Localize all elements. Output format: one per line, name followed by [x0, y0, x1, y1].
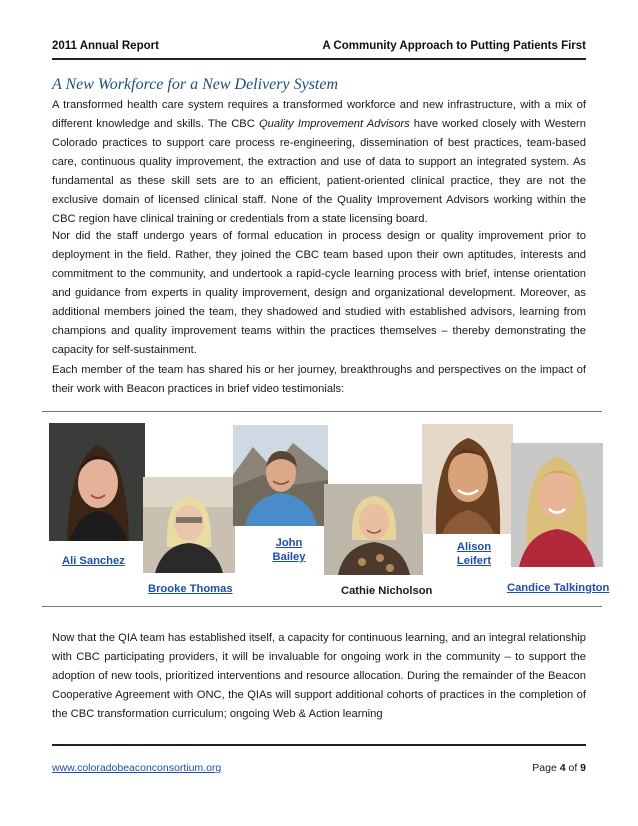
photo-brooke-thomas[interactable] — [143, 477, 235, 573]
paragraph-1-emphasis: Quality Improvement Advisors — [258, 118, 410, 130]
team-member-link[interactable]: Ali Sanchez — [62, 555, 125, 567]
page-current: 4 — [559, 762, 566, 774]
paragraph-2: Nor did the staff undergo years of formal education in process design or quality improvement prior to deployment in the field. Rather, they joined the CBC team based upon their own aptitudes, interests and commitment to the community, and undertook a rapid-cycle learning process with brief, intense orientation and guidance from experts in quality improvement, design and organizational development. Moreover, as additional members joined the team, they shadowed and studied with established advisors, learning from champions and quality improvement teams within the practices themselves – thereby demonstrating the capacity for self-sustainment. — [52, 230, 586, 356]
paragraph-1-text-b: have worked closely with Western Colorado practices to support care process re-engineering, dissemination of best practices, team-based care, continuous quality improvement, the extraction and use of data to support an integrated system. As fundamental as these skill sets are to an efficient, patient-oriented clinical practice, they are not the exclusive domain of licensed clinical staff. None of the Quality Improvement Advisors working within the CBC region have clinical training or credentials from a state licensing board. — [52, 118, 586, 225]
paragraph-1-text-a: A transformed health care system requires a transformed workforce and new infrastructure, with a mix of different knowledge and skills. The CBC — [52, 99, 586, 130]
paragraph-1 — [52, 96, 586, 229]
footer-divider — [52, 744, 586, 746]
page-footer — [52, 762, 586, 776]
page-total: 9 — [580, 762, 586, 774]
team-member-link[interactable]: John Bailey — [272, 537, 306, 563]
footer-website-link[interactable]: www.coloradobeaconconsortium.org — [52, 762, 222, 774]
team-member-label: Cathie Nicholson — [341, 585, 433, 597]
page-prefix: Page — [532, 762, 560, 774]
photo-ali-sanchez[interactable] — [49, 423, 145, 541]
page-header — [52, 40, 586, 54]
paragraph-4: Now that the QIA team has established itself, a capacity for continuous learning, and an integral relationship with CBC participating providers, it will be invaluable for ongoing work in the community – to support the adoption of new tools, prioritized interventions and resource allocation. During the remainder of the Beacon Cooperative Agreement with ONC, the QIAs will support additional cohorts of practices in the completion of the CBC transformation curriculum; ongoing Web & Action learning — [52, 632, 586, 720]
team-member-link[interactable]: Brooke Thomas — [148, 583, 233, 595]
gallery-bottom-divider — [42, 606, 602, 607]
photo-alison-leifert[interactable] — [422, 424, 513, 534]
section-title: A New Workforce for a New Delivery System — [52, 76, 339, 93]
photo-candice-talkington[interactable] — [511, 443, 603, 567]
header-report-title: 2011 Annual Report — [52, 40, 159, 52]
page-number — [532, 762, 586, 774]
team-member-link[interactable]: Candice Talkington — [507, 582, 610, 594]
paragraph-3: Each member of the team has shared his or her journey, breakthroughs and perspectives on the impact of their work with Beacon practices in brief video testimonials: — [52, 364, 586, 395]
header-divider — [52, 58, 586, 60]
photo-john-bailey[interactable] — [233, 425, 328, 526]
photo-cathie-nicholson[interactable] — [324, 484, 423, 575]
page-of: of — [565, 762, 581, 774]
gallery-top-divider — [42, 411, 602, 412]
team-member-link[interactable]: Alison Leifert — [456, 541, 492, 567]
header-tagline: A Community Approach to Putting Patients First — [322, 40, 586, 52]
